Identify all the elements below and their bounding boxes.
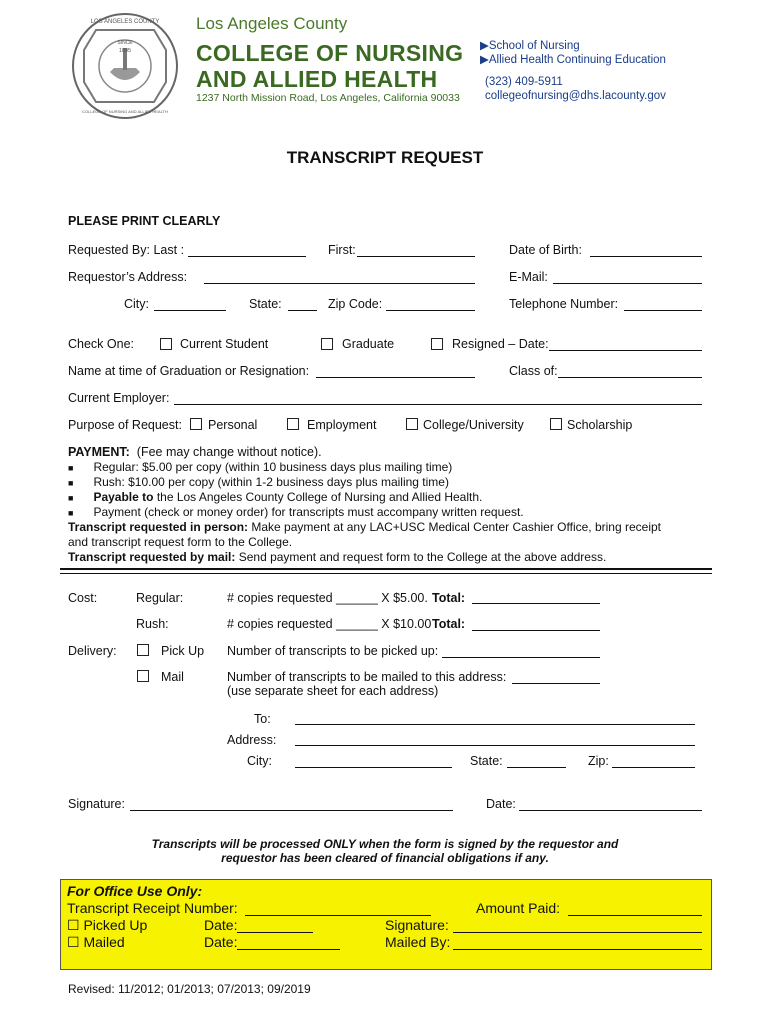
- college-address: 1237 North Mission Road, Los Angeles, California 90033: [196, 92, 460, 104]
- scholarship-checkbox[interactable]: [550, 418, 562, 430]
- regular-copies: # copies requested ______ X $5.00.: [227, 591, 428, 605]
- zip-code-label: Zip Code:: [328, 297, 383, 311]
- mail-address-label: Address:: [227, 733, 277, 747]
- first-name-field[interactable]: [357, 256, 475, 257]
- personal-label: Personal: [208, 418, 258, 432]
- signature-label: Signature:: [68, 797, 125, 811]
- revision-note: Revised: 11/2012; 01/2013; 07/2013; 09/2019: [68, 982, 311, 996]
- receipt-number-label: Transcript Receipt Number:: [67, 900, 238, 916]
- regular-total-label: Total:: [432, 591, 466, 605]
- bullet-icon: ■: [68, 463, 74, 473]
- office-signature-field[interactable]: [453, 932, 702, 933]
- payment-heading: PAYMENT: (Fee may change without notice).: [68, 445, 322, 459]
- current-student-checkbox[interactable]: [160, 338, 172, 350]
- mailed-by-field[interactable]: [453, 949, 702, 950]
- svg-text:1895: 1895: [118, 48, 132, 54]
- current-student-label: Current Student: [180, 337, 269, 351]
- regular-total-field[interactable]: [472, 603, 600, 604]
- pickup-count-field[interactable]: [442, 657, 600, 658]
- mail-state-field[interactable]: [507, 767, 566, 768]
- triangle-icon: ▶: [480, 40, 489, 52]
- date-field[interactable]: [519, 810, 702, 811]
- resigned-label: Resigned – Date:: [452, 337, 549, 351]
- program-allied-health: ▶Allied Health Continuing Education: [480, 54, 666, 66]
- college-seal-logo: [66, 10, 184, 122]
- purpose-label: Purpose of Request:: [68, 418, 182, 432]
- page-title: TRANSCRIPT REQUEST: [286, 148, 484, 167]
- employer-field[interactable]: [174, 404, 702, 405]
- city-field[interactable]: [154, 310, 226, 311]
- mail-note: (use separate sheet for each address): [227, 684, 439, 698]
- employment-label: Employment: [307, 418, 377, 432]
- office-use-box: [60, 879, 712, 970]
- employment-checkbox[interactable]: [287, 418, 299, 430]
- svg-text:SINCE: SINCE: [117, 40, 133, 46]
- scholarship-label: Scholarship: [567, 418, 633, 432]
- svg-text:COLLEGE OF NURSING AND ALLIED: COLLEGE OF NURSING AND ALLIED HEALTH: [82, 109, 168, 114]
- divider: [60, 573, 712, 574]
- college-phone: (323) 409-5911: [485, 76, 563, 88]
- class-of-field[interactable]: [558, 377, 702, 378]
- resigned-checkbox[interactable]: [431, 338, 443, 350]
- email-field[interactable]: [553, 283, 702, 284]
- by-mail-instructions: Transcript requested by mail: Send payment and request form to the College at the above address.: [68, 550, 607, 564]
- mailed-date-field[interactable]: [237, 949, 340, 950]
- requested-by-label: Requested By: Last :: [68, 243, 185, 257]
- print-clearly-note: PLEASE PRINT CLEARLY: [68, 214, 221, 228]
- rush-label: Rush:: [136, 617, 169, 631]
- mail-zip-label: Zip:: [588, 754, 609, 768]
- picked-up-date-field[interactable]: [237, 932, 313, 933]
- college-university-label: College/University: [423, 418, 524, 432]
- mail-zip-field[interactable]: [612, 767, 695, 768]
- name-at-graduation-field[interactable]: [316, 377, 475, 378]
- mail-address-field[interactable]: [295, 745, 695, 746]
- check-one-label: Check One:: [68, 337, 135, 351]
- telephone-label: Telephone Number:: [509, 297, 619, 311]
- name-at-graduation-label: Name at time of Graduation or Resignation:: [68, 364, 310, 378]
- payment-bullet-payable: ■ Payable to the Los Angeles County College of Nursing and Allied Health.: [68, 490, 483, 504]
- last-name-field[interactable]: [188, 256, 306, 257]
- processing-notice-line1: Transcripts will be processed ONLY when the form is signed by the requestor and: [151, 837, 619, 851]
- mail-checkbox[interactable]: [137, 670, 149, 682]
- graduate-checkbox[interactable]: [321, 338, 333, 350]
- delivery-label: Delivery:: [68, 644, 117, 658]
- receipt-number-field[interactable]: [245, 915, 431, 916]
- state-field[interactable]: [288, 310, 317, 311]
- city-label: City:: [124, 297, 149, 311]
- college-university-checkbox[interactable]: [406, 418, 418, 430]
- mail-label: Mail: [161, 670, 184, 684]
- pickup-label: Pick Up: [161, 644, 205, 658]
- employer-label: Current Employer:: [68, 391, 170, 405]
- bullet-icon: ■: [68, 478, 74, 488]
- rush-total-field[interactable]: [472, 630, 600, 631]
- college-name-line2: AND ALLIED HEALTH: [196, 66, 438, 92]
- checkbox-icon[interactable]: ☐: [67, 917, 80, 933]
- mailed-by-label: Mailed By:: [385, 934, 451, 950]
- in-person-instructions: Transcript requested in person: Make payment at any LAC+USC Medical Center Cashier Office, bring receipt: [68, 520, 662, 534]
- office-use-heading: For Office Use Only:: [67, 883, 203, 899]
- bullet-icon: ■: [68, 508, 74, 518]
- date-label: Date:: [486, 797, 516, 811]
- rush-total-label: Total:: [432, 617, 466, 631]
- mail-to-field[interactable]: [295, 724, 695, 725]
- personal-checkbox[interactable]: [190, 418, 202, 430]
- dob-field[interactable]: [590, 256, 702, 257]
- processing-notice-line2: requestor has been cleared of financial obligations if any.: [221, 851, 549, 865]
- state-label: State:: [249, 297, 282, 311]
- resigned-date-field[interactable]: [549, 350, 702, 351]
- address-label: Requestor’s Address:: [68, 270, 188, 284]
- pickup-count-label: Number of transcripts to be picked up:: [227, 644, 439, 658]
- mail-state-label: State:: [470, 754, 503, 768]
- mailed-option[interactable]: ☐ Mailed: [67, 934, 125, 950]
- mail-to-label: To:: [254, 712, 271, 726]
- checkbox-icon[interactable]: ☐: [67, 934, 80, 950]
- regular-label: Regular:: [136, 591, 184, 605]
- amount-paid-label: Amount Paid:: [476, 900, 561, 916]
- telephone-field[interactable]: [624, 310, 702, 311]
- address-field[interactable]: [204, 283, 475, 284]
- program-school-nursing: ▶School of Nursing: [480, 40, 580, 52]
- rush-copies: # copies requested ______ X $10.00: [227, 617, 432, 631]
- bullet-icon: ■: [68, 493, 74, 503]
- college-name-line1: COLLEGE OF NURSING: [196, 40, 464, 66]
- payment-bullet-rush: ■ Rush: $10.00 per copy (within 1-2 business days plus mailing time): [68, 475, 449, 489]
- signature-field[interactable]: [130, 810, 453, 811]
- class-of-label: Class of:: [509, 364, 558, 378]
- mailed-date-label: Date:: [204, 934, 238, 950]
- picked-up-date-label: Date:: [204, 917, 238, 933]
- first-name-label: First:: [328, 243, 356, 257]
- dob-label: Date of Birth:: [509, 243, 582, 257]
- payment-bullet-regular: ■ Regular: $5.00 per copy (within 10 business days plus mailing time): [68, 460, 453, 474]
- seal-top-text: LOS ANGELES COUNTY: [90, 19, 160, 25]
- county-name: Los Angeles County: [196, 14, 348, 33]
- mail-count-label: Number of transcripts to be mailed to this address:: [227, 670, 507, 684]
- payment-bullet-check: ■ Payment (check or money order) for transcripts must accompany written request.: [68, 505, 524, 519]
- email-label: E-Mail:: [509, 270, 548, 284]
- cost-label: Cost:: [68, 591, 98, 605]
- picked-up-option[interactable]: ☐ Picked Up: [67, 917, 148, 933]
- divider: [60, 568, 712, 570]
- zip-code-field[interactable]: [386, 310, 475, 311]
- graduate-label: Graduate: [342, 337, 395, 351]
- office-signature-label: Signature:: [385, 917, 449, 933]
- mail-count-field[interactable]: [512, 683, 600, 684]
- amount-paid-field[interactable]: [568, 915, 702, 916]
- college-email: collegeofnursing@dhs.lacounty.gov: [485, 90, 666, 102]
- triangle-icon: ▶: [480, 54, 489, 66]
- pickup-checkbox[interactable]: [137, 644, 149, 656]
- mail-city-field[interactable]: [295, 767, 452, 768]
- mail-city-label: City:: [247, 754, 272, 768]
- in-person-instructions-cont: and transcript request form to the College.: [68, 535, 293, 549]
